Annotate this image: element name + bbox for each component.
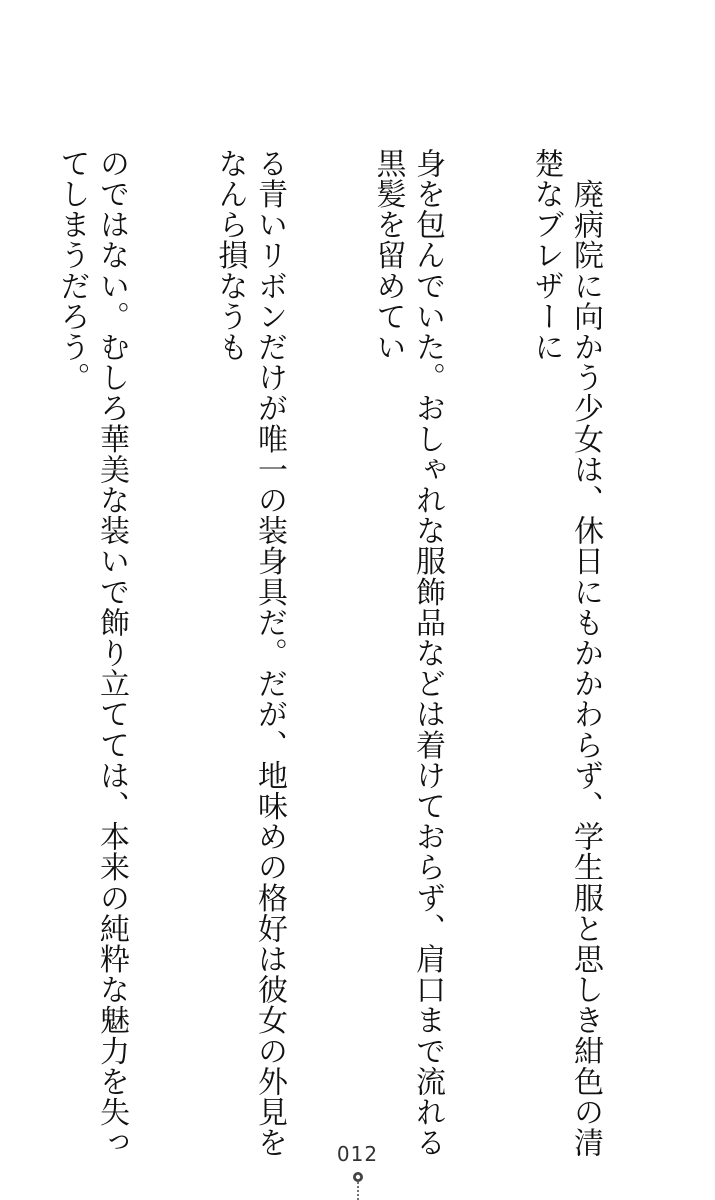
page-ornament-icon [349,1170,367,1200]
text-line: のではない。むしろ華美な装いで飾り立てては、本来の純粋な魅力を失ってしまうだろう。 [54,148,129,1158]
text-line: 身を包んでいた。おしゃれな服飾品などは着けておらず、肩口まで流れる黒髪を留めてい [370,148,445,1158]
text-line: 廃病院に向かう少女は、休日にもかかわらず、学生服と思しき紺色の清楚なブレザーに [528,148,603,1158]
page-number: 012 [336,1142,379,1166]
text-line: る青いリボンだけが唯一の装身具だ。だが、地味めの格好は彼女の外見をなんら損なうも [212,148,287,1158]
vertical-text-body [24,148,684,1158]
